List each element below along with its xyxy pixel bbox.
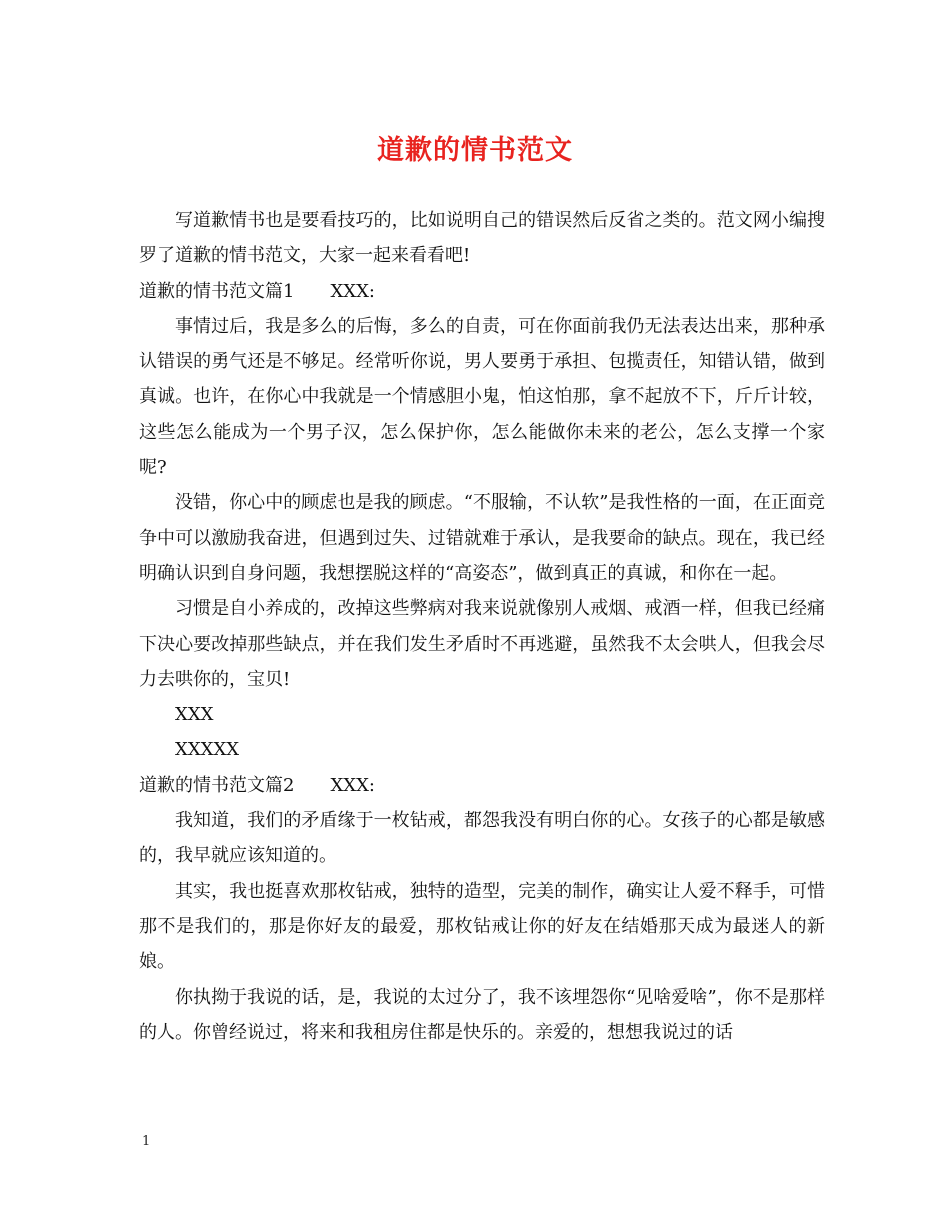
section-1-date: XXXXX xyxy=(175,739,240,761)
page-number: 1 xyxy=(142,1134,151,1149)
intro-paragraph: 写道歉情书也是要看技巧的，比如说明自己的错误然后反省之类的。范文网小编搜罗了道歉的情书范文，大家一起来看看吧! xyxy=(139,210,825,267)
document-title: 道歉的情书范文 xyxy=(377,135,573,166)
section-1-heading: 道歉的情书范文篇1 XXX: xyxy=(139,280,375,302)
document-body xyxy=(139,203,825,1050)
section-1-paragraph-3: 习惯是自小养成的，改掉这些弊病对我来说就像别人戒烟、戒酒一样，但我已经痛下决心要改掉那些缺点，并在我们发生矛盾时不再逃避，虽然我不太会哄人，但我会尽力去哄你的，宝贝! xyxy=(139,598,825,690)
section-2-paragraph-3: 你执拗于我说的话，是，我说的太过分了，我不该埋怨你“见啥爱啥”，你不是那样的人。你曾经说过，将来和我租房住都是快乐的。亲爱的，想想我说过的话 xyxy=(139,986,825,1043)
section-1-paragraph-1: 事情过后，我是多么的后悔，多么的自责，可在你面前我仍无法表达出来，那种承认错误的勇气还是不够足。经常听你说，男人要勇于承担、包揽责任，知错认错，做到真诚。也许，在你心中我就是一个情感胆小鬼，怕这怕那，拿不起放不下，斤斤计较，这些怎么能成为一个男子汉，怎么保护你，怎么能做你未来的老公，怎么支撑一个家呢? xyxy=(139,315,825,479)
section-2-heading: 道歉的情书范文篇2 XXX: xyxy=(139,774,375,796)
section-1-signature: XXX xyxy=(175,704,214,726)
section-1-paragraph-2: 没错，你心中的顾虑也是我的顾虑。“不服输，不认软”是我性格的一面，在正面竞争中可以激励我奋进，但遇到过失、过错就难于承认，是我要命的缺点。现在，我已经明确认识到自身问题，我想摆脱这样的“高姿态”，做到真正的真诚，和你在一起。 xyxy=(139,492,825,584)
section-2-paragraph-1: 我知道，我们的矛盾缘于一枚钻戒，都怨我没有明白你的心。女孩子的心都是敏感的，我早就应该知道的。 xyxy=(139,810,825,867)
section-2-paragraph-2: 其实，我也挺喜欢那枚钻戒，独特的造型，完美的制作，确实让人爱不释手，可惜那不是我们的，那是你好友的最爱，那枚钻戒让你的好友在结婚那天成为最迷人的新娘。 xyxy=(139,880,825,973)
